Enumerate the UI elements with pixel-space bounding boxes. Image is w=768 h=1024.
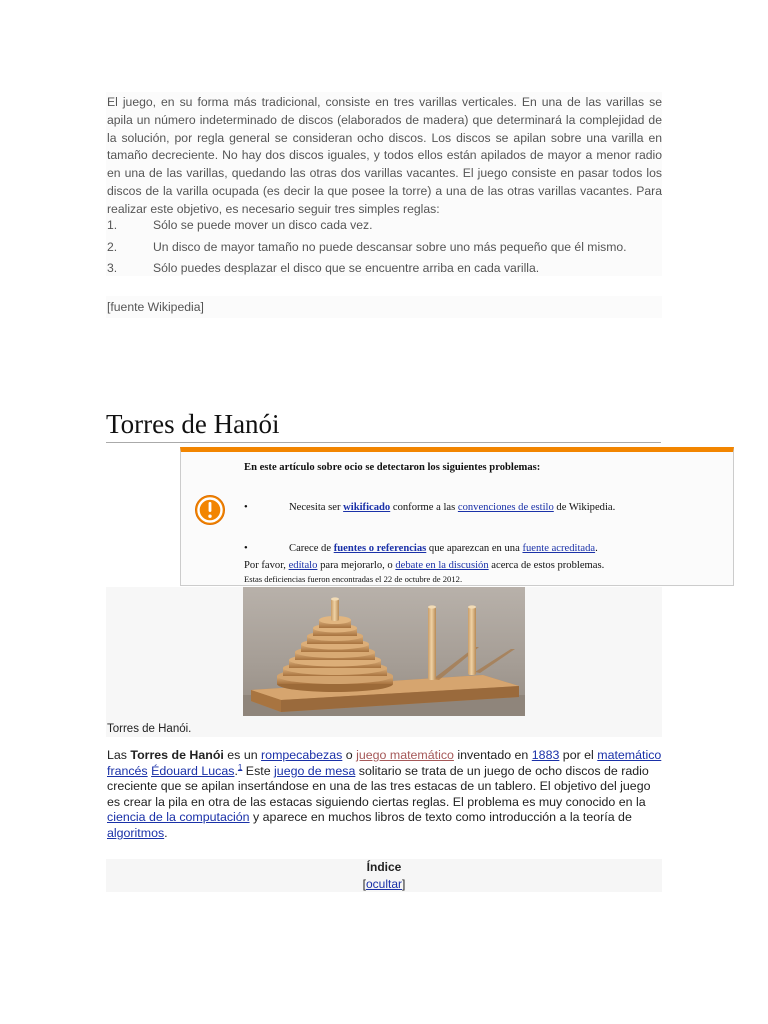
notice-text: acerca de estos problemas. — [488, 560, 605, 571]
body-text: . — [234, 763, 238, 778]
sources-link[interactable]: fuentes o referencias — [333, 543, 427, 554]
rule-text: Sólo se puede mover un disco cada vez. — [153, 218, 373, 232]
style-conventions-link[interactable]: convenciones de estilo — [457, 502, 554, 513]
body-text: por el — [559, 748, 598, 762]
notice-heading: En este artículo sobre ocio se detectaron los siguientes problemas: — [244, 462, 541, 473]
rule-text: Sólo puedes desplazar el disco que se encuentre arriba en cada varilla. — [153, 261, 540, 275]
rule-number: 3. — [107, 261, 118, 275]
tower-of-hanoi-photo — [243, 587, 525, 716]
notice-request — [244, 560, 604, 571]
notice-text: Por favor, — [244, 560, 289, 571]
title-divider — [106, 442, 661, 443]
notice-text: Necesita ser — [289, 502, 344, 513]
rompecabezas-link[interactable]: rompecabezas — [261, 748, 343, 762]
toc-hide-link[interactable]: ocultar — [365, 877, 403, 891]
toc-bracket: [ — [362, 877, 366, 891]
notice-text: de Wikipedia. — [553, 502, 616, 513]
rules-list — [107, 216, 662, 281]
figure-caption: Torres de Hanói. — [107, 723, 192, 735]
edit-link[interactable]: edítalo — [288, 560, 318, 571]
year-1883-link[interactable]: 1883 — [531, 748, 560, 762]
rule-number: 2. — [107, 239, 118, 254]
toc-toggle-row — [106, 877, 662, 891]
notice-text: . — [595, 543, 598, 554]
notice-item-sources — [244, 543, 598, 554]
intro-paragraph: El juego, en su forma más tradicional, consiste en tres varillas verticales. En una de las varillas se apila un número indeterminado de discos (elaborados de madera) que determinará la complejidad de la solución, por regla general se consideran ocho discos. Los discos se apilan sobre una varilla en tamaño decreciente. No hay dos discos iguales, y todos ellos están apilados de mayor a menor radio en una de las varillas, quedando las otras dos varillas vacantes. El juego consiste en pasar todos los discos de la varilla ocupada (es decir la que posee la torre) a una de las otras varillas vacantes. Para realizar este objetivo, es necesario seguir tres simples reglas: — [107, 95, 662, 216]
article-title: Torres de Hanói — [106, 409, 280, 439]
wikificado-link[interactable]: wikificado — [343, 502, 391, 513]
reliable-source-link[interactable]: fuente acreditada — [522, 543, 596, 554]
body-text: o — [342, 748, 357, 762]
list-item — [107, 216, 662, 238]
edouard-lucas-link[interactable]: Édouard Lucas — [151, 763, 235, 778]
toc-heading: Índice — [366, 860, 402, 874]
body-text: solitario se trata de un juego de ocho discos de radio creciente que se apilan insertándose en una de las tres estacas de un tablero. El objetivo del juego es crear la pila en otra de las estacas siguiendo ciertas reglas. El problema es muy conocido en la — [107, 763, 651, 809]
toc-bracket: ] — [402, 877, 406, 891]
notice-text: conforme a las — [390, 502, 458, 513]
maintenance-notice — [180, 447, 734, 586]
algoritmos-link[interactable]: algoritmos — [107, 825, 165, 840]
frances-link[interactable]: francés — [107, 763, 148, 778]
body-bold-title: Torres de Hanói — [130, 748, 224, 762]
list-item — [107, 238, 662, 260]
body-text: inventado en — [453, 748, 532, 762]
notice-text: que aparezcan en una — [426, 543, 523, 554]
body-text: Las — [107, 748, 131, 762]
exclamation-icon — [194, 494, 226, 526]
table-of-contents — [106, 859, 662, 892]
notice-text: para mejorarlo, o — [317, 560, 396, 571]
rule-text: Un disco de mayor tamaño no puede descansar sobre uno más pequeño que él mismo. — [153, 239, 627, 254]
body-text: y aparece en muchos libros de texto como introducción a la teoría de — [249, 810, 632, 825]
body-text: es un — [223, 748, 262, 762]
computer-science-link[interactable]: ciencia de la computación — [107, 810, 250, 825]
body-text: . — [164, 825, 168, 840]
rule-number: 1. — [107, 218, 118, 232]
body-text: Este — [242, 763, 275, 778]
bullet: • — [244, 543, 248, 554]
article-intro-paragraph — [107, 748, 662, 842]
juego-matematico-link[interactable]: juego matemático — [356, 748, 454, 762]
list-item — [107, 259, 662, 281]
source-note: [fuente Wikipedia] — [107, 300, 204, 314]
discussion-link[interactable]: debate en la discusión — [395, 560, 489, 571]
notice-text: Carece de — [289, 543, 334, 554]
juego-de-mesa-link[interactable]: juego de mesa — [274, 763, 356, 778]
matematico-link[interactable]: matemático — [597, 748, 662, 762]
notice-item-wikify — [244, 502, 615, 513]
bullet: • — [244, 502, 248, 513]
notice-date: Estas deficiencias fueron encontradas el 22 de octubre de 2012. — [244, 574, 463, 584]
reference-sup-link[interactable]: 1 — [237, 762, 243, 772]
